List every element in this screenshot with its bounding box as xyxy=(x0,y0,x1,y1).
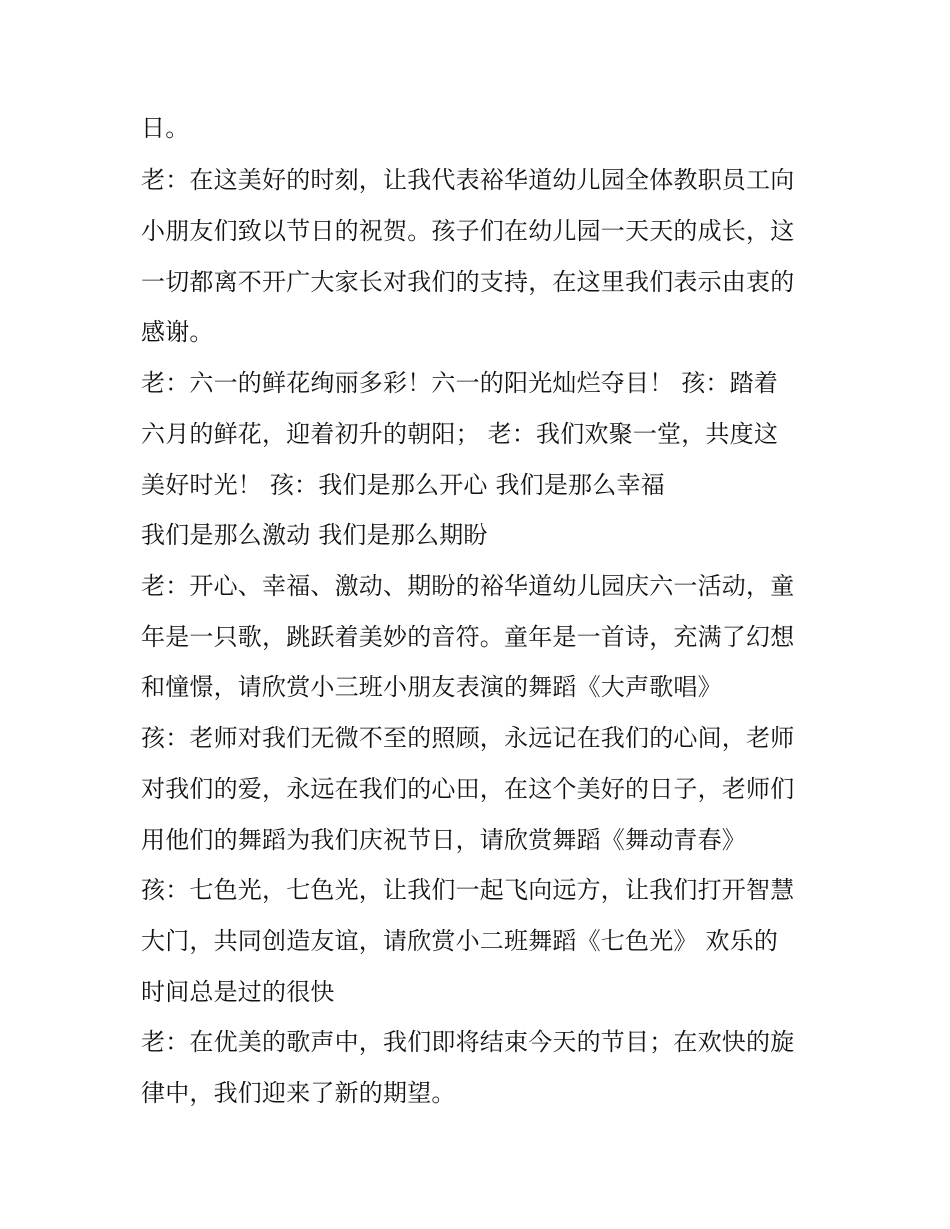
text-line: 孩：七色光，七色光，让我们一起飞向远方，让我们打开智慧 xyxy=(141,876,795,904)
text-line: 小朋友们致以节日的祝贺。孩子们在幼儿园一天天的成长，这 xyxy=(141,217,795,245)
text-line: 孩：老师对我们无微不至的照顾，永远记在我们的心间，老师 xyxy=(141,724,795,752)
text-line: 和憧憬，请欣赏小三班小朋友表演的舞蹈《大声歌唱》 xyxy=(141,673,722,701)
text-line: 大门，共同创造友谊，请欣赏小二班舞蹈《七色光》 欢乐的 xyxy=(141,927,779,955)
text-line: 年是一只歌，跳跃着美妙的音符。童年是一首诗，充满了幻想 xyxy=(141,623,795,651)
text-line: 美好时光！ 孩：我们是那么开心 我们是那么幸福 xyxy=(141,471,665,499)
text-line: 用他们的舞蹈为我们庆祝节日，请欣赏舞蹈《舞动青春》 xyxy=(141,826,746,854)
text-line: 日。 xyxy=(141,114,190,142)
text-line: 我们是那么激动 我们是那么期盼 xyxy=(141,521,488,549)
text-line: 六月的鲜花，迎着初升的朝阳； 老：我们欢聚一堂，共度这 xyxy=(141,420,779,448)
text-line: 律中，我们迎来了新的期望。 xyxy=(141,1079,456,1107)
text-line: 时间总是过的很快 xyxy=(141,978,335,1006)
text-line: 老：六一的鲜花绚丽多彩！六一的阳光灿烂夺目！ 孩：踏着 xyxy=(141,369,779,397)
text-line: 老：开心、幸福、激动、期盼的裕华道幼儿园庆六一活动，童 xyxy=(141,572,795,600)
text-line: 对我们的爱，永远在我们的心田，在这个美好的日子，老师们 xyxy=(141,775,795,803)
text-line: 一切都离不开广大家长对我们的支持，在这里我们表示由衷的 xyxy=(141,268,795,296)
text-line: 老：在这美好的时刻，让我代表裕华道幼儿园全体教职员工向 xyxy=(141,166,795,194)
text-line: 感谢。 xyxy=(141,318,214,346)
text-line: 老：在优美的歌声中，我们即将结束今天的节目；在欢快的旋 xyxy=(141,1028,795,1056)
